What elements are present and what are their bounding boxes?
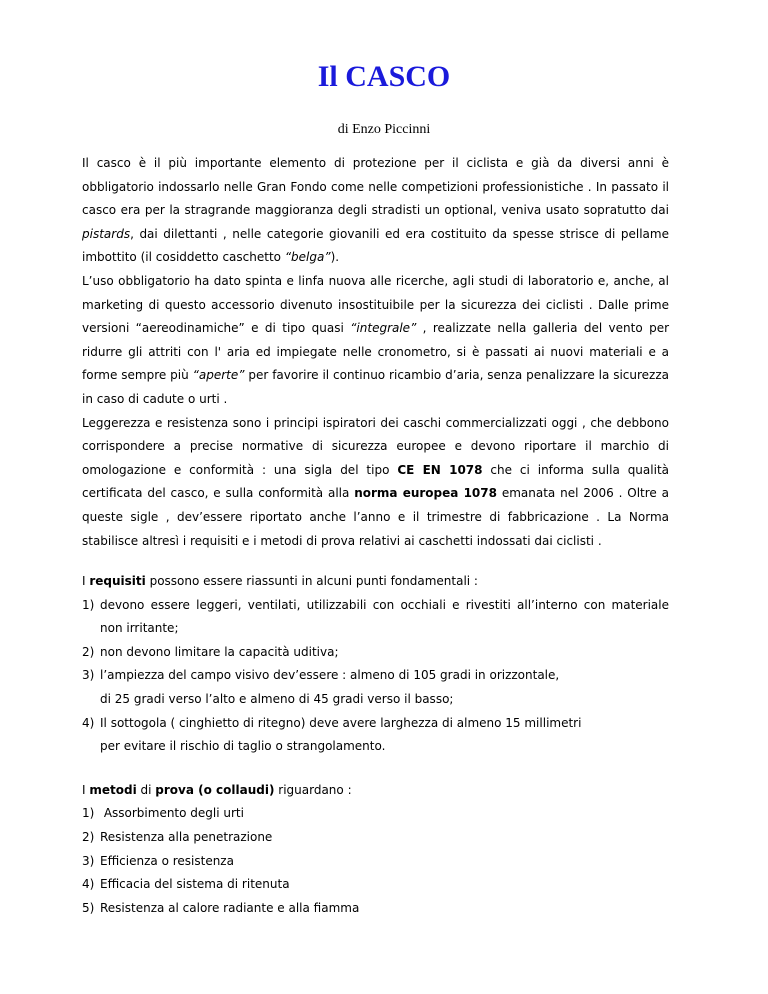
list-item-text: Resistenza alla penetrazione (100, 830, 273, 845)
list-item-text: devono essere leggeri, ventilati, utilizzabili con occhiali e rivestiti all’interno con materiale non irritante; (100, 597, 669, 636)
term-norma-europea: norma europea 1078 (354, 486, 497, 501)
metodi-intro (82, 779, 669, 803)
paragraph-3-text-a: Leggerezza e resistenza sono i principi ispiratori dei caschi commercializzati oggi , che debbono corrispondere a precise normative di sicurezza europee e devono riportare il marchio di omologazione e conformità : una sigla del tipo (82, 415, 669, 477)
paragraph-1-text-a: Il casco è il più importante elemento di protezione per il ciclista e già da diversi anni è obbligatorio indossarlo nelle Gran Fondo come nelle competizioni professionistiche . In passato il casco era per la stragrande maggioranza degli stradisti un optional, veniva usato sopratutto dai (82, 156, 669, 218)
list-item-number: 3) (82, 853, 95, 868)
list-item-text: non devono limitare la capacità uditiva; (100, 644, 339, 659)
list-item-number: 3) (82, 668, 95, 683)
article-body (82, 152, 669, 920)
list-item (82, 873, 669, 897)
list-item-text-line1: l’ampiezza del campo visivo dev’essere : almeno di 105 gradi in orizzontale, (100, 668, 560, 683)
document-title: Il CASCO (317, 60, 451, 93)
list-item (82, 826, 669, 850)
list-item-number: 4) (82, 877, 95, 892)
list-item-text: Assorbimento degli urti (100, 806, 244, 821)
paragraph-2-text-a: L’uso obbligatorio ha dato spinta e linfa nuova alle ricerche, agli studi di laboratorio e, anche, al marketing di questo accessorio divenuto insostituibile per la sicurezza dei ciclisti . Dalle prime versioni “aereodinamiche” e di tipo quasi (82, 273, 669, 336)
list-item (82, 641, 669, 665)
requisiti-intro-bold: requisiti (89, 574, 146, 589)
list-item-text: Resistenza al calore radiante e alla fiamma (100, 900, 360, 915)
author-line: di Enzo Piccinni (337, 122, 431, 137)
paragraph-3 (82, 412, 669, 554)
list-item (82, 594, 669, 641)
list-item (82, 712, 669, 759)
paragraph-2 (82, 270, 669, 412)
list-item-number: 4) (82, 715, 95, 730)
term-pistards: pistards (82, 226, 131, 241)
list-item (82, 897, 669, 921)
requisiti-list (82, 594, 669, 759)
list-item-text (100, 664, 669, 711)
paragraph-3-text-b: che ci informa sulla qualità certificata del casco, e sulla conformità alla (82, 462, 669, 501)
list-item (82, 850, 669, 874)
paragraph-3-text-c: emanata nel 2006 . Oltre a queste sigle , dev’essere riportato anche l’anno e il trimestre di fabbricazione . La Norma stabilisce altresì i requisiti e i metodi di prova relativi ai caschetti indossati dai ciclisti . (82, 486, 669, 548)
paragraph-2-text-b: , realizzate nella galleria del vento per ridurre gli attriti con l' aria ed impiegate nelle cronometro, si è passati ai nuovi materiali e a forme sempre più (82, 321, 670, 383)
term-aperte: “aperte” (192, 368, 245, 383)
requisiti-intro-b: possono essere riassunti in alcuni punti fondamentali : (145, 574, 478, 589)
list-item-text-line2: per evitare il rischio di taglio o strangolamento. (100, 739, 386, 754)
list-item-number: 2) (82, 644, 95, 659)
list-item (82, 664, 669, 711)
list-item-text-line1: Il sottogola ( cinghietto di ritegno) deve avere larghezza di almeno 15 millimetri (100, 715, 582, 730)
list-item-text (100, 712, 669, 759)
metodi-intro-bold1: metodi (89, 782, 137, 797)
paragraph-1 (82, 152, 669, 270)
list-item-text: Efficienza o resistenza (100, 853, 234, 868)
list-item-number: 2) (82, 830, 95, 845)
paragraph-2-text-c: per favorire il continuo ricambio d’aria, senza penalizzare la sicurezza in caso di cadute o urti . (82, 368, 670, 406)
paragraph-1-text-c: ). (330, 250, 340, 265)
list-item-text: Efficacia del sistema di ritenuta (100, 877, 290, 892)
metodi-intro-a: I (82, 782, 90, 797)
term-belga: “belga” (284, 250, 331, 265)
requisiti-intro (82, 570, 669, 594)
term-integrale: “integrale” (350, 321, 417, 336)
list-item-number: 1) (82, 806, 95, 821)
metodi-intro-mid: di (136, 782, 156, 797)
list-item (82, 802, 669, 826)
metodi-list (82, 802, 669, 920)
metodi-intro-bold2: prova (o collaudi) (155, 782, 275, 797)
term-ce-en-1078: CE EN 1078 (397, 462, 483, 477)
list-item-text-line2: di 25 gradi verso l’alto e almeno di 45 gradi verso il basso; (100, 692, 454, 707)
paragraph-1-text-b: , dai dilettanti , nelle categorie giovanili ed era costituito da spesse strisce di pellame imbottito (il cosiddetto caschetto (82, 226, 669, 265)
requisiti-intro-a: I (82, 574, 90, 589)
metodi-intro-b: riguardano : (274, 782, 352, 797)
list-item-number: 1) (82, 597, 95, 612)
list-item-number: 5) (82, 900, 95, 915)
